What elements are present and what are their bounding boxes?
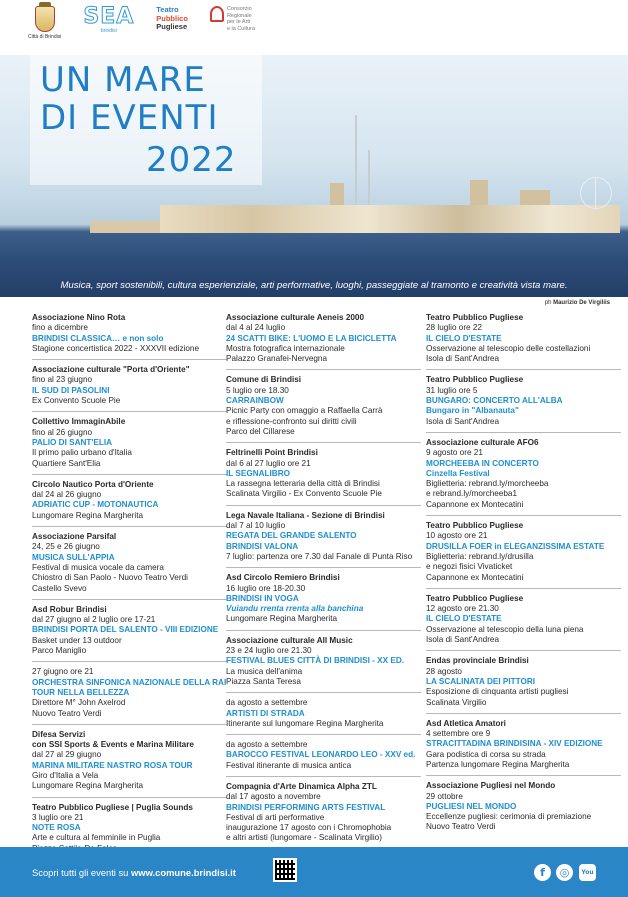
event-date: 10 agosto ore 21: [426, 531, 488, 541]
event-subtitle: TOUR NELLA BELLEZZA: [32, 687, 130, 697]
event-title: BAROCCO FESTIVAL LEONARDO LEO - XXV ed.: [226, 750, 416, 760]
event-location: Capannone ex Montecatini: [426, 499, 524, 509]
event-subtitle: BRINDISI VALONA: [226, 541, 299, 551]
event-organizer: Associazione Parsifal: [32, 532, 117, 542]
event-location: Quartiere Sant'Elia: [32, 458, 101, 468]
event-detail: Giro d'Italia a Vela: [32, 770, 99, 780]
title-year: 2022: [146, 140, 237, 180]
tpp-line: Teatro: [156, 5, 179, 14]
event-title: BRINDISI PERFORMING ARTS FESTIVAL: [226, 802, 386, 812]
event-location: Lungomare Regina Margherita: [32, 781, 144, 791]
event-detail: Biglietteria: rebrand.ly/morcheeba: [426, 479, 549, 489]
event-entry: [226, 511, 421, 568]
event-title: PUGLIESI NEL MONDO: [426, 801, 517, 811]
event-detail: Festival itinerante di musica antica: [226, 760, 352, 770]
youtube-icon[interactable]: You: [579, 864, 596, 881]
event-organizer: Associazione Nino Rota: [32, 313, 126, 322]
event-subtitle: Vuiandu rrenta rrenta alla banchina: [226, 604, 364, 614]
event-organizer: Teatro Pubblico Pugliese | Puglia Sounds: [32, 802, 193, 812]
event-detail: e riflessione-confronto sui diritti civili: [226, 416, 357, 426]
event-organizer: Asd Atletica Amatori: [426, 718, 506, 728]
tpp-line: Pugliese: [156, 22, 188, 31]
event-date: 28 agosto: [426, 666, 462, 676]
event-entry: [32, 313, 227, 360]
event-organizer: Teatro Pubblico Pugliese: [426, 375, 524, 385]
event-entry: [32, 605, 227, 662]
event-date: dal 17 agosto a novembre: [226, 792, 321, 802]
footer-prefix: Scopri tutti gli eventi su: [32, 867, 129, 878]
website-link[interactable]: www.comune.brindisi.it: [131, 867, 236, 878]
event-organizer: Lega Navale Italiana - Sezione di Brindisi: [226, 510, 385, 520]
tpp-line: Pubblico: [156, 13, 188, 23]
comune-logo-caption: Città di Brindisi: [28, 34, 62, 40]
event-organizer: Feltrinelli Point Brindisi: [226, 448, 318, 458]
event-entry: [426, 438, 621, 516]
event-date: fino a dicembre: [32, 323, 88, 333]
event-date: 12 agosto ore 21.30: [426, 604, 499, 614]
consorzio-mark-icon: [210, 6, 224, 22]
skyline: [160, 205, 620, 233]
event-location: Palazzo Granafei-Nervegna: [226, 354, 328, 364]
event-title: PALIO DI SANT'ELIA: [32, 437, 113, 447]
event-title: ADRIATIC CUP - MOTONAUTICA: [32, 500, 159, 510]
event-date: 24, 25 e 26 giugno: [32, 542, 100, 552]
event-detail: Ex Convento Scuole Pie: [32, 396, 121, 406]
event-date: fino al 23 giugno: [32, 375, 93, 385]
instagram-icon[interactable]: ◎: [556, 864, 573, 881]
credit-name: Maurizio De Virgiliis: [553, 300, 610, 306]
event-organizer: Associazione Pugliesi nel Mondo: [426, 781, 556, 791]
event-date: 4 settembre ore 9: [426, 729, 491, 739]
event-title: MUSICA SULL'APPIA: [32, 552, 115, 562]
event-organizer: Teatro Pubblico Pugliese: [426, 313, 524, 322]
event-entry: [426, 719, 621, 776]
event-detail: Osservazione al telescopio della luna piena: [426, 624, 584, 634]
event-title: ARTISTI DI STRADA: [226, 708, 305, 718]
event-entry: [32, 480, 227, 527]
event-detail: Biglietteria: rebrand.ly/drusilla: [426, 551, 534, 561]
event-location: Isola di Sant'Andrea: [426, 635, 500, 645]
sea-logo-text: SEA: [83, 4, 135, 29]
event-title: 24 SCATTI BIKE: L'UOMO E LA BICICLETTA: [226, 333, 397, 343]
event-entry: [426, 375, 621, 432]
title-line-2: DI EVENTI: [40, 98, 219, 138]
event-date: da agosto a settembre: [226, 740, 308, 750]
event-title: BRINDISI PORTA DEL SALENTO - VIII EDIZIONE: [32, 625, 219, 635]
event-location: Castello Svevo: [32, 583, 87, 593]
event-entry: [226, 313, 421, 370]
event-subtitle: Bungaro in "Albanauta": [426, 406, 519, 416]
event-date: fino al 26 giugno: [32, 427, 93, 437]
event-title: ORCHESTRA SINFONICA NAZIONALE DELLA RAI: [32, 677, 227, 687]
event-date: dal 4 al 24 luglio: [226, 323, 286, 333]
event-date: 3 luglio ore 21: [32, 812, 84, 822]
event-date: 16 luglio ore 18-20.30: [226, 583, 306, 593]
event-organizer: con SSI Sports & Events e Marina Militare: [32, 740, 194, 750]
event-detail: Basket under 13 outdoor: [32, 635, 122, 645]
event-location: Scalinata Virgilio: [426, 697, 487, 707]
events-column-2: [226, 313, 421, 854]
tagline: Musica, sport sostenibili, cultura esperienziale, arti performative, luoghi, passeggiate al tramonto e creatività vista mare.: [60, 280, 568, 291]
event-date: 31 luglio ore 5: [426, 385, 478, 395]
event-organizer: Associazione culturale AFO6: [426, 437, 539, 447]
events-column-3: [426, 313, 621, 843]
event-date: 5 luglio ore 18.30: [226, 385, 289, 395]
event-organizer: Endas provinciale Brindisi: [426, 656, 529, 666]
event-detail: La rassegna letteraria della città di Brindisi: [226, 479, 380, 489]
event-location: Lungomare Regina Margherita: [226, 614, 338, 624]
event-title: IL SEGNALIBRO: [226, 468, 290, 478]
event-detail: Stagione concertistica 2022 - XXXVII edizione: [32, 343, 200, 353]
event-title: BRINDISI CLASSICA… e non solo: [32, 333, 164, 343]
events-column-1: [32, 313, 227, 864]
event-entry: [32, 730, 227, 798]
event-detail: Gara podistica di corsa su strada: [426, 749, 546, 759]
event-detail: Esposizione di cinquanta artisti pugliesi: [426, 687, 569, 697]
event-location: Partenza lungomare Regina Margherita: [426, 759, 570, 769]
title-line-1: UN MARE: [40, 60, 206, 100]
event-entry: [426, 313, 621, 370]
event-entry: [226, 782, 421, 849]
event-date: dal 27 giugno al 2 luglio ore 17-21: [32, 615, 156, 625]
event-organizer: Collettivo ImmaginAbile: [32, 417, 126, 427]
event-location: Capannone ex Montecatini: [426, 572, 524, 582]
event-date: 9 agosto ore 21: [426, 448, 483, 458]
qr-code-pattern: [275, 860, 295, 880]
event-organizer: Difesa Servizi: [32, 729, 86, 739]
event-title: IL CIELO D'ESTATE: [426, 614, 502, 624]
event-title: NOTE ROSA: [32, 823, 81, 833]
event-title: LA SCALINATA DEI PITTORI: [426, 676, 536, 686]
event-location: Isola di Sant'Andrea: [426, 416, 500, 426]
event-detail: La musica dell'anima: [226, 666, 303, 676]
event-entry: [32, 365, 227, 412]
event-location: Nuovo Teatro Verdi: [426, 822, 496, 832]
event-entry: [226, 448, 421, 505]
consorzio-line: Consorzio: [226, 6, 252, 12]
event-detail: Festival di musica vocale da camera: [32, 562, 164, 572]
event-entry: [226, 573, 421, 630]
hero-banner: [0, 55, 628, 297]
event-date: 29 ottobre: [426, 791, 463, 801]
event-location: Parco del Cillarese: [226, 426, 295, 436]
event-entry: [226, 375, 421, 443]
facebook-icon[interactable]: f: [534, 864, 551, 881]
event-entry: [426, 656, 621, 713]
consorzio-line: Regionale: [226, 12, 252, 19]
event-organizer: Associazione culturale Aeneis 2000: [226, 313, 365, 322]
event-date: da agosto a settembre: [226, 698, 308, 708]
event-detail: Picnic Party con omaggio a Raffaella Carrà: [226, 406, 383, 416]
consorzio-line: per le Arti: [226, 19, 251, 25]
event-subtitle: Cinzella Festival: [426, 468, 490, 478]
event-entry: [426, 781, 621, 837]
event-location: Chiostro di San Paolo - Nuovo Teatro Verdi: [32, 573, 188, 583]
event-detail: Direttore M° John Axelrod: [32, 698, 126, 708]
event-location: Nuovo Teatro Verdi: [32, 708, 102, 718]
event-date: 27 giugno ore 21: [32, 667, 94, 677]
event-location: Lungomare Regina Margherita: [32, 510, 144, 520]
event-title: MORCHEEBA IN CONCERTO: [426, 458, 539, 468]
event-date: dal 27 al 29 giugno: [32, 750, 102, 760]
event-location: Scalinata Virgilio - Ex Convento Scuole Pie: [226, 489, 382, 499]
event-detail: Festival di arti performative: [226, 812, 325, 822]
event-organizer: Teatro Pubblico Pugliese: [426, 521, 524, 531]
event-entry: [32, 667, 227, 724]
event-title: DRUSILLA FOER in ELEGANZISSIMA ESTATE: [426, 541, 605, 551]
event-detail: Osservazione al telescopio delle costellazioni: [426, 343, 591, 353]
comune-logo: [28, 6, 61, 40]
consorzio-logo: [210, 6, 255, 32]
event-date: 23 e 24 luglio ore 21.30: [226, 646, 312, 656]
event-entry: [32, 532, 227, 600]
event-entry: [426, 521, 621, 589]
event-organizer: Comune di Brindisi: [226, 375, 302, 385]
event-detail: e negozi fisici Vivaticket: [426, 562, 513, 572]
event-location: e altri artisti (lungomare - Scalinata Virgilio): [226, 833, 382, 843]
event-entry: [226, 740, 421, 777]
event-organizer: Associazione culturale All Music: [226, 635, 353, 645]
event-organizer: Compagnia d'Arte Dinamica Alpha ZTL: [226, 781, 377, 791]
qr-code[interactable]: [273, 858, 297, 882]
event-title: IL CIELO D'ESTATE: [426, 333, 502, 343]
photo-credit: [545, 300, 610, 306]
crest-icon: [35, 6, 55, 32]
sea-logo: [83, 6, 134, 34]
event-location: Isola di Sant'Andrea: [426, 354, 500, 364]
consorzio-line: e la Cultura: [226, 25, 256, 32]
event-date: dal 7 al 10 luglio: [226, 521, 286, 531]
event-organizer: Circolo Nautico Porta d'Oriente: [32, 479, 154, 489]
event-title: FESTIVAL BLUES CITTÀ DI BRINDISI - XX ED.: [226, 656, 405, 666]
event-organizer: Associazione culturale "Porta d'Oriente": [32, 365, 190, 375]
event-title: CARRAINBOW: [226, 396, 284, 406]
event-location: Itinerante sul lungomare Regina Margherita: [226, 718, 384, 728]
event-detail: inaugurazione 17 agosto con i Chromophobia: [226, 823, 392, 833]
event-detail: Mostra fotografica internazionale: [226, 343, 345, 353]
event-entry: [426, 594, 621, 651]
event-organizer: Asd Circolo Remiero Brindisi: [226, 573, 340, 583]
event-location: Piazza Santa Teresa: [226, 676, 301, 686]
event-detail: Arte e cultura al femminile in Puglia: [32, 833, 161, 843]
footer-bar: [0, 847, 628, 897]
event-title: BRINDISI IN VOGA: [226, 593, 299, 603]
footer-text: [32, 867, 236, 878]
event-organizer: Asd Robur Brindisi: [32, 604, 107, 614]
event-date: 28 luglio ore 22: [426, 323, 482, 333]
event-detail: Eccellenze pugliesi: cerimonia di premiazione: [426, 812, 592, 822]
event-entry: [32, 417, 227, 474]
event-detail: e rebrand.ly/morcheeba1: [426, 489, 518, 499]
event-date: dal 24 al 26 giugno: [32, 490, 102, 500]
event-title: MARINA MILITARE NASTRO ROSA TOUR: [32, 760, 193, 770]
tpp-logo: [156, 6, 188, 32]
credit-prefix: ph: [544, 300, 552, 306]
event-title: REGATA DEL GRANDE SALENTO: [226, 531, 357, 541]
event-entry: [226, 698, 421, 735]
event-title: IL SUD DI PASOLINI: [32, 385, 110, 395]
event-date: dal 6 al 27 luglio ore 21: [226, 458, 311, 468]
event-entry: [226, 636, 421, 693]
event-title: BUNGARO: CONCERTO ALL'ALBA: [426, 396, 563, 406]
event-detail: 7 luglio: partenza ore 7.30 dal Fanale di Punta Riso: [226, 551, 413, 561]
sailboat-mast: [355, 115, 357, 215]
event-title: STRACITTADINA BRINDISINA - XIV EDIZIONE: [426, 739, 603, 749]
event-location: Parco Maniglio: [32, 646, 87, 656]
event-detail: Il primo palio urbano d'Italia: [32, 448, 132, 458]
ferris-wheel: [580, 177, 612, 209]
partner-logos: [28, 6, 255, 46]
sea-logo-caption: brindisi: [100, 28, 117, 34]
event-organizer: Teatro Pubblico Pugliese: [426, 593, 524, 603]
